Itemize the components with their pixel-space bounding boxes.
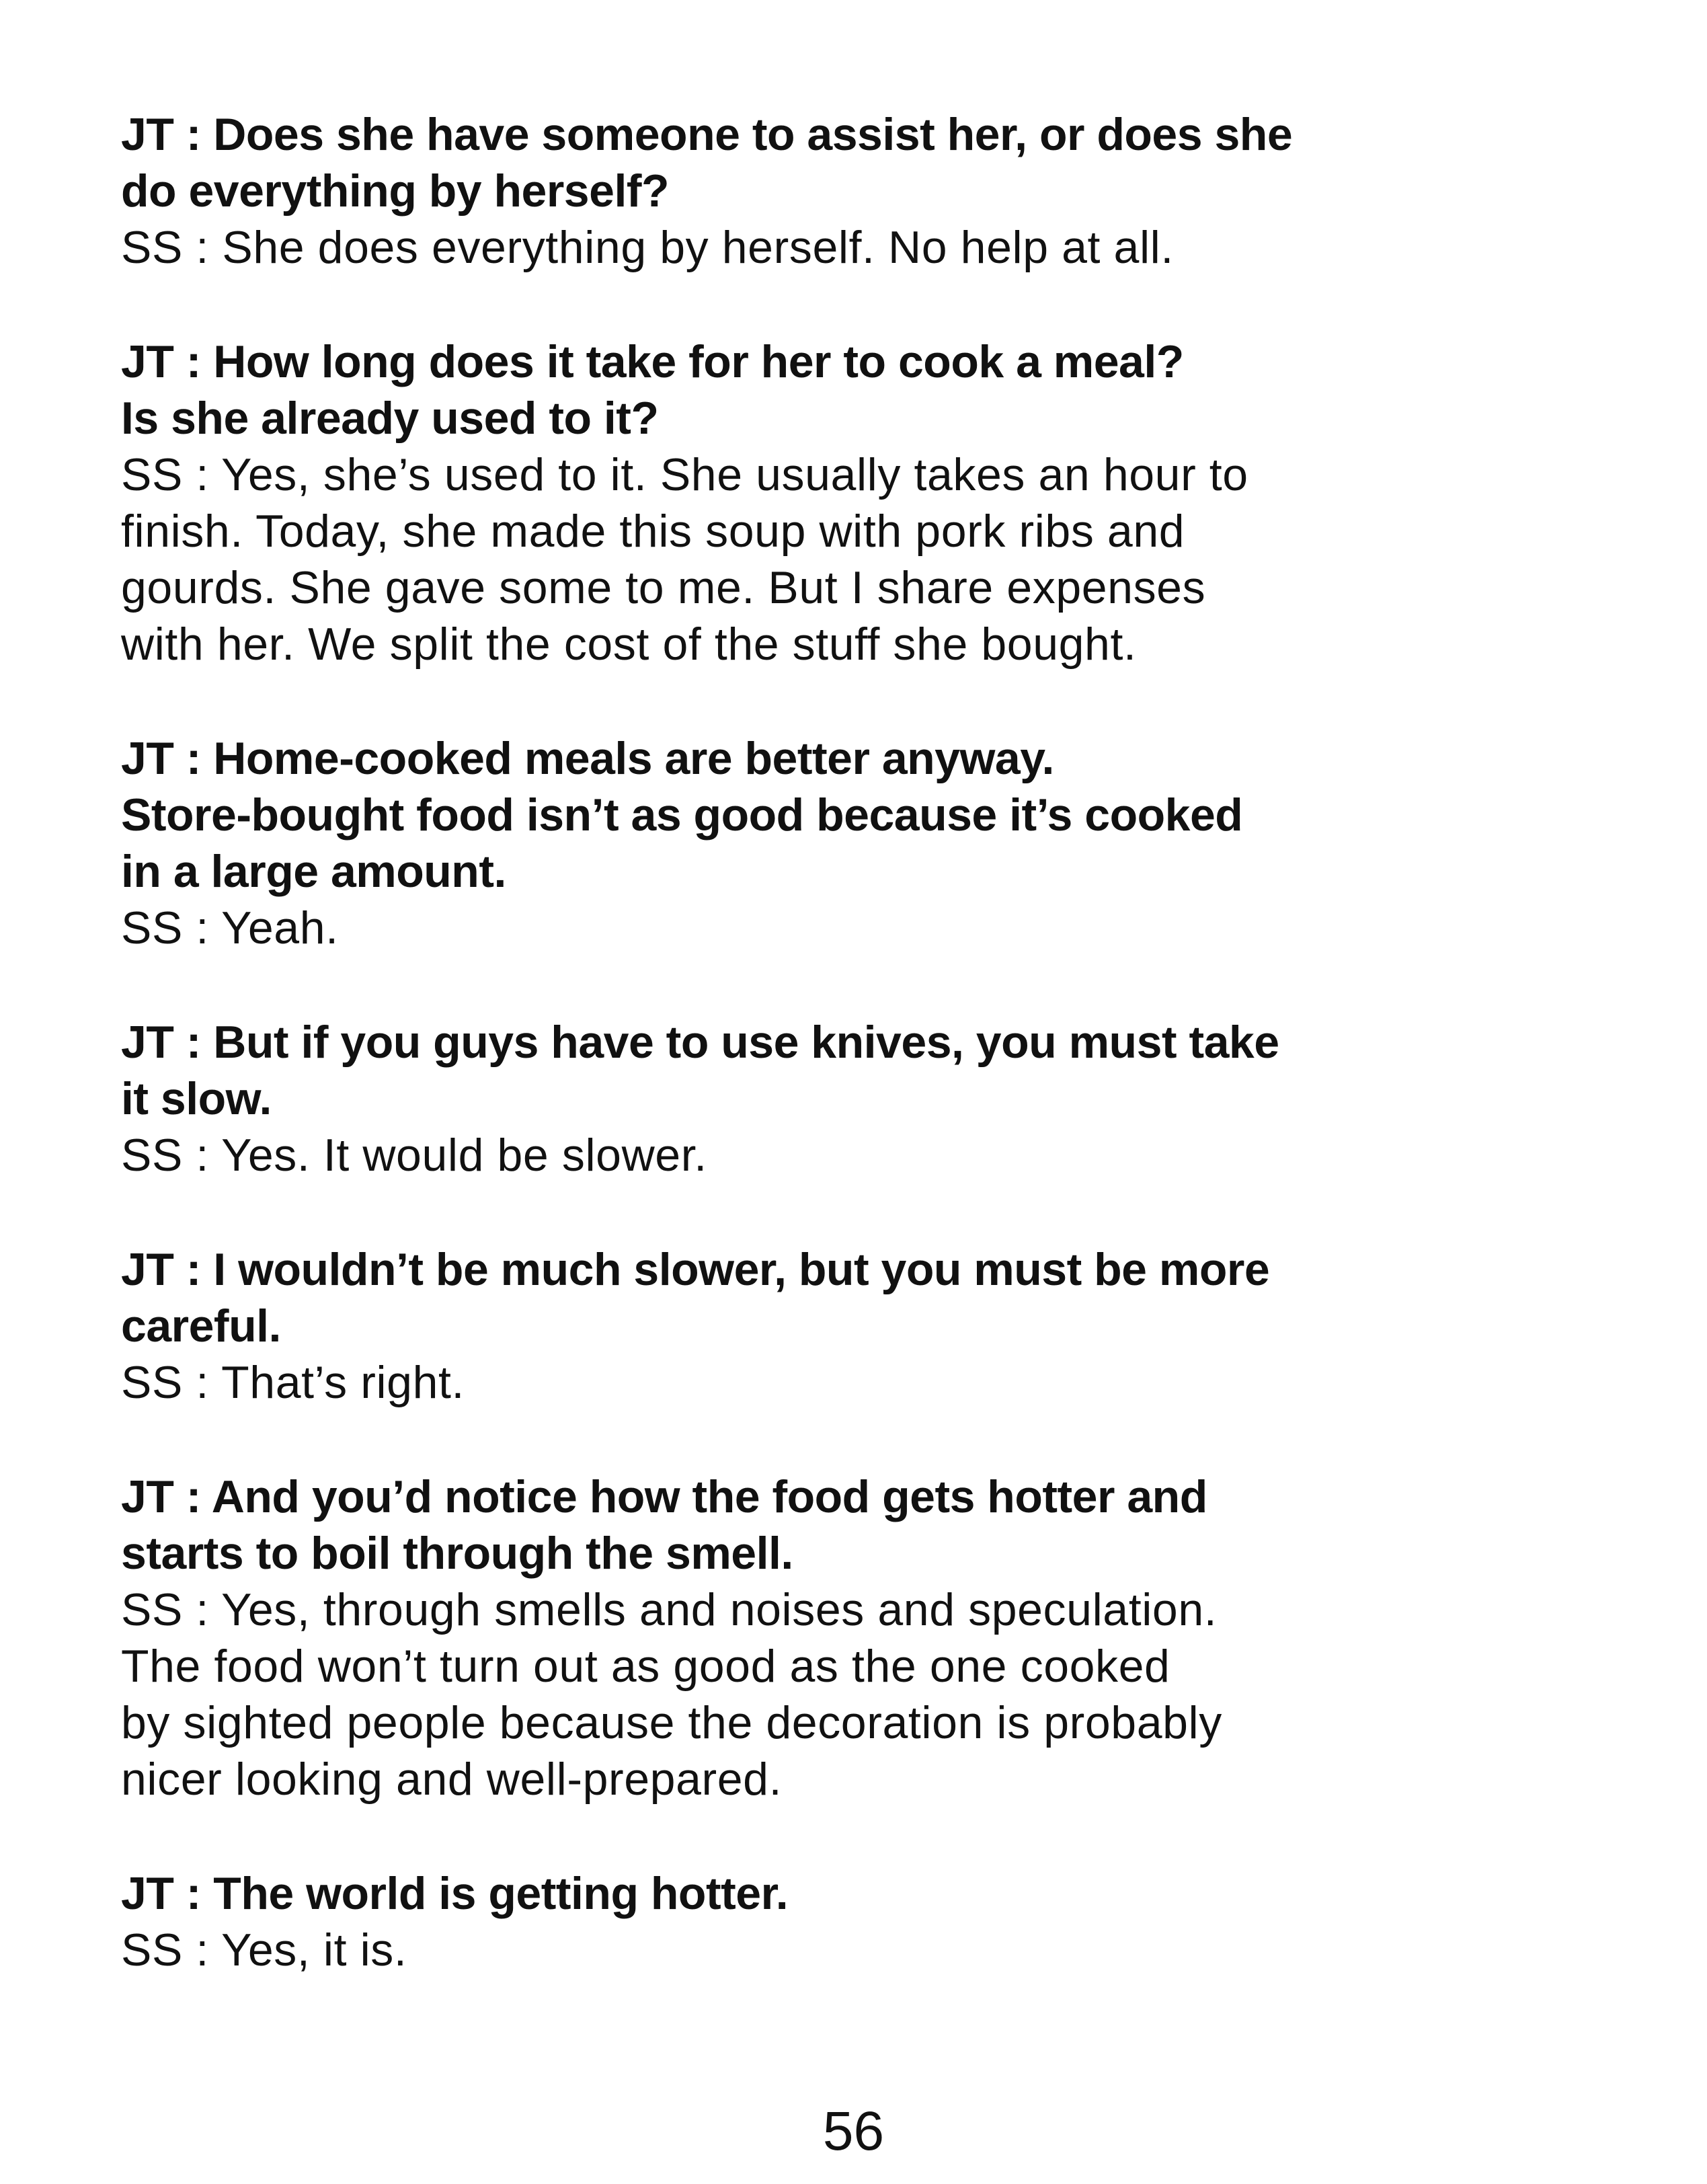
answer-line: nicer looking and well-prepared. xyxy=(121,1754,783,1805)
answer-line: with her. We split the cost of the stuff she bought. xyxy=(121,619,1137,670)
answer-line: SS : That’s right. xyxy=(121,1357,465,1408)
question-line: JT : Home-cooked meals are better anyway. xyxy=(121,733,1054,784)
page-number: 56 xyxy=(822,2101,885,2162)
answer-line: SS : Yes. It would be slower. xyxy=(121,1130,707,1181)
answer-line: SS : Yeah. xyxy=(121,902,339,953)
question-line: JT : I wouldn’t be much slower, but you must be more xyxy=(121,1244,1270,1295)
exchange-2 xyxy=(121,334,1533,672)
answer-line: gourds. She gave some to me. But I share expenses xyxy=(121,562,1206,613)
exchange-7 xyxy=(121,1865,1533,1978)
answer-line: SS : She does everything by herself. No help at all. xyxy=(121,222,1174,273)
question-line: JT : But if you guys have to use knives, you must take xyxy=(121,1017,1279,1068)
answer-line: by sighted people because the decoration is probably xyxy=(121,1697,1222,1748)
question-line: JT : How long does it take for her to cook a meal? xyxy=(121,336,1184,387)
exchange-1 xyxy=(121,106,1533,276)
exchange-4 xyxy=(121,1014,1533,1183)
question-line: Store-bought food isn’t as good because it’s cooked xyxy=(121,789,1243,841)
answer-line: finish. Today, she made this soup with pork ribs and xyxy=(121,506,1185,557)
question-line: in a large amount. xyxy=(121,846,506,897)
question-line: do everything by herself? xyxy=(121,165,670,217)
exchange-3 xyxy=(121,730,1533,956)
question-line: it slow. xyxy=(121,1073,272,1124)
question-line: JT : Does she have someone to assist her, or does she xyxy=(121,109,1293,160)
exchange-6 xyxy=(121,1469,1533,1807)
answer-line: The food won’t turn out as good as the one cooked xyxy=(121,1641,1170,1692)
question-line: JT : And you’d notice how the food gets hotter and xyxy=(121,1471,1207,1522)
question-line: careful. xyxy=(121,1300,281,1352)
question-line: starts to boil through the smell. xyxy=(121,1528,793,1579)
answer-line: SS : Yes, she’s used to it. She usually takes an hour to xyxy=(121,449,1248,500)
answer-line: SS : Yes, through smells and noises and speculation. xyxy=(121,1584,1218,1635)
exchange-5 xyxy=(121,1241,1533,1411)
question-line: Is she already used to it? xyxy=(121,393,659,444)
interview-transcript xyxy=(121,106,1533,2036)
answer-line: SS : Yes, it is. xyxy=(121,1924,407,1976)
question-line: JT : The world is getting hotter. xyxy=(121,1868,789,1919)
